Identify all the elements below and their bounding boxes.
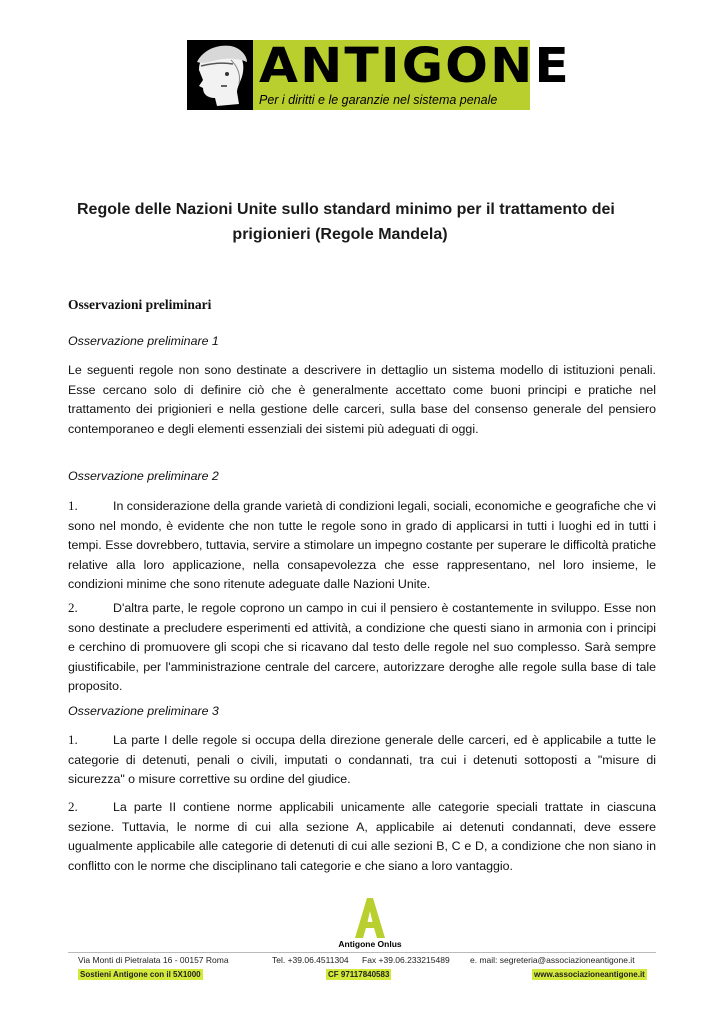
title-line-1: Regole delle Nazioni Unite sullo standard minimo per il trattamento dei: [77, 201, 615, 218]
observation-3: [68, 702, 656, 722]
document-title: [60, 197, 620, 247]
observation-2-heading: Osservazione preliminare 2: [68, 469, 219, 483]
antigone-logo: [187, 38, 571, 110]
footer-logo: [330, 898, 410, 950]
paragraph-text: La parte I delle regole si occupa della direzione generale delle carceri, ed è applicabile a tutte le categorie di detenuti, penali o civili, imputati o condannati, tra cui i detenuti sottoposti a "misure di sicurezza" o misure correttive su ordine del giudice.: [68, 733, 656, 786]
footer-divider: [68, 952, 656, 953]
observation-1-heading: Osservazione preliminare 1: [68, 334, 219, 348]
observation-3-paragraph-2: [68, 797, 656, 876]
observation-3-paragraph-1: [68, 730, 656, 790]
observation-2-paragraph-1: [68, 496, 656, 595]
footer-cf: CF 97117840583: [328, 970, 390, 979]
brand-tagline: Per i diritti e le garanzie nel sistema penale: [259, 93, 498, 107]
paragraph-number: 1.: [68, 498, 78, 513]
paragraph-number: 2.: [68, 600, 78, 615]
observation-2: [68, 467, 656, 487]
section-heading: Osservazioni preliminari: [68, 297, 212, 312]
title-line-2: prigionieri (Regole Mandela): [232, 226, 448, 243]
antigone-a-icon: [353, 898, 387, 940]
footer-website[interactable]: www.associazioneantigone.it: [534, 970, 645, 979]
paragraph-text: La parte II contiene norme applicabili unicamente alle categorie speciali trattate in ciascuna sezione. Tuttavia, le norme di cui alla sezione A, applicabile ai detenuti condannati, deve essere ugualmente applicabile alle categorie di detenuti di cui alle sezioni B, C e D, a condizione che non siano in conflitto con le norme che disciplinano tali categorie e che siano a loro vantaggio.: [68, 800, 656, 873]
observation-3-heading: Osservazione preliminare 3: [68, 704, 219, 718]
footer-support: Sostieni Antigone con il 5X1000: [80, 970, 201, 979]
paragraph-number: 1.: [68, 732, 78, 747]
paragraph-number: 2.: [68, 799, 78, 814]
footer-org-name: Antigone Onlus: [338, 939, 402, 949]
footer-address: Via Monti di Pietralata 16 - 00157 Roma: [78, 955, 229, 965]
footer-tel: Tel. +39.06.4511304: [272, 955, 349, 965]
observation-2-paragraph-2: [68, 598, 656, 697]
brand-name: ANTIGONE: [259, 38, 571, 94]
footer-fax: Fax +39.06.233215489: [362, 955, 450, 965]
antigone-brand-block: [253, 38, 571, 110]
observation-1-body: [68, 361, 656, 439]
observation-1: [68, 332, 656, 352]
paragraph-text: In considerazione della grande varietà di condizioni legali, sociali, economiche e geografiche che vi sono nel mondo, è evidente che non tutte le regole sono in grado di applicarsi in tutti i luoghi ed in tutti i tempi. Esse dovrebbero, tuttavia, servire a stimolare un impegno costante per superare le difficoltà pratiche relative alla loro applicazione, nella consapevolezza che esse rappresentano, nel loro insieme, le condizioni minime che sono ritenute adeguate dalle Nazioni Unite.: [68, 499, 656, 591]
footer-email[interactable]: e. mail: segreteria@associazioneantigone.it: [470, 955, 635, 965]
paragraph-text: D'altra parte, le regole coprono un campo in cui il pensiero è costantemente in sviluppo. Esse non sono destinate a precludere esperimenti ed attività, a condizione che questi siano in armonia con i principi e cerchino di promuovere gli scopi che si ricavano dal testo delle regole nel suo complesso. Sarà sempre giustificabile, per l'amministrazione centrale del carcere, autorizzare deroghe alle regole sulla base di tale proposito.: [68, 601, 656, 693]
observation-1-text: Le seguenti regole non sono destinate a descrivere in dettaglio un sistema modello di istituzioni penali. Esse cercano solo di definire ciò che è generalmente accettato come buoni principi e pratiche nel trattamento dei prigionieri e nella gestione delle carceri, sulla base del consenso generale del pensiero contemporaneo e degli elementi essenziali dei sistemi più adeguati di oggi.: [68, 363, 656, 436]
antigone-head-icon: [187, 40, 253, 110]
